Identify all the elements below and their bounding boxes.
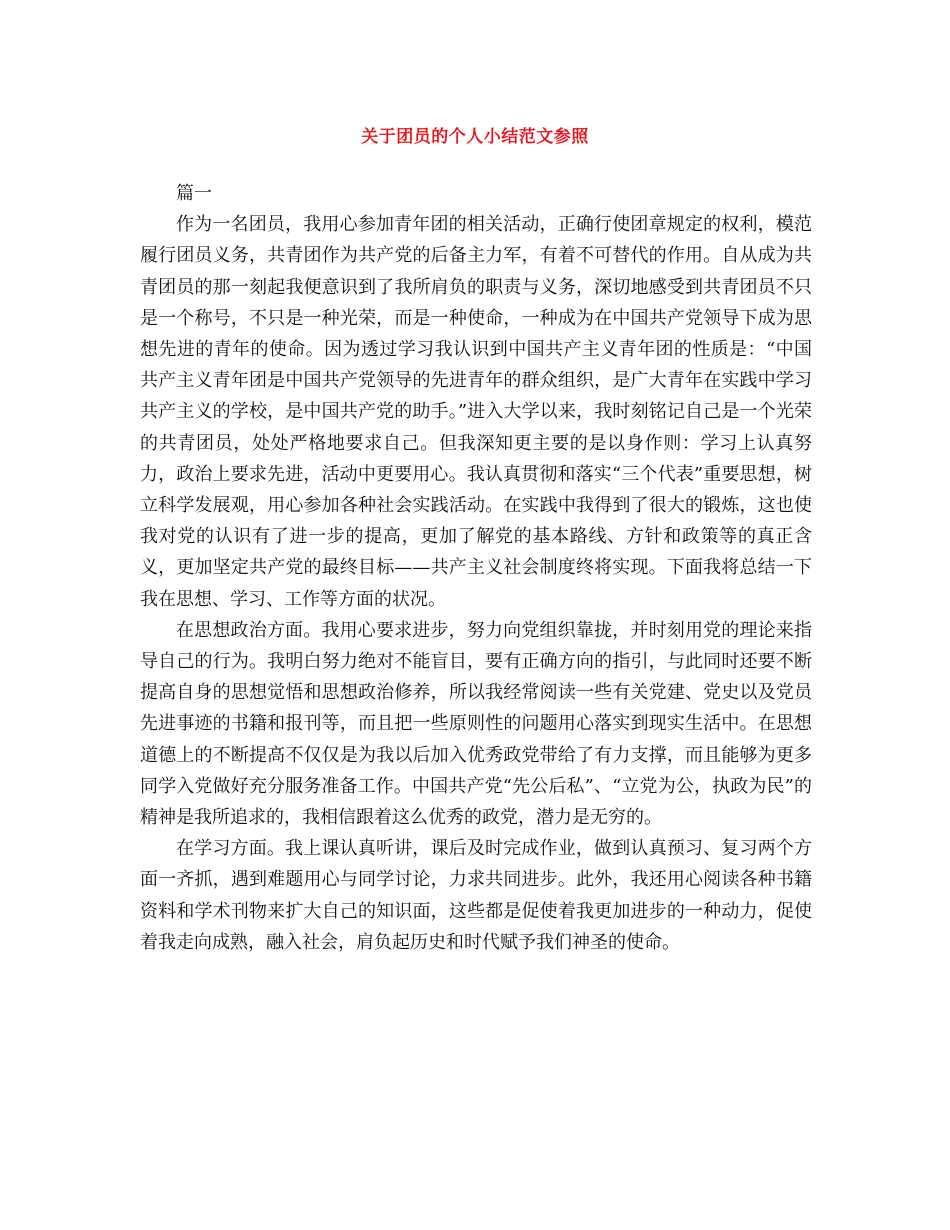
- section-label: 篇一: [176, 183, 212, 204]
- paragraph-ideology: 在思想政治方面。我用心要求进步，努力向党组织靠拢，并时刻用党的理论来指导自己的行为。我明白努力绝对不能盲目，要有正确方向的指引，与此同时还要不断提高自身的思想觉悟和思想政治修养，所以我经常阅读一些有关党建、党史以及党员先进事迹的书籍和报刊等，而且把一些原则性的问题用心落实到现实生活中。在思想道德上的不断提高不仅仅是为我以后加入优秀政党带给了有力支撑，而且能够为更多同学入党做好充分服务准备工作。中国共产党“先公后私”、“立党为公，执政为民”的精神是我所追求的，我相信跟着这么优秀的政党，潜力是无穷的。: [140, 619, 812, 829]
- paragraph-intro: 作为一名团员，我用心参加青年团的相关活动，正确行使团章规定的权利，模范履行团员义务，共青团作为共产党的后备主力军，有着不可替代的作用。自从成为共青团员的那一刻起我便意识到了我所肩负的职责与义务，深切地感受到共青团员不只是一个称号，不只是一种光荣，而是一种使命，一种成为在中国共产党领导下成为思想先进的青年的使命。因为透过学习我认识到中国共产主义青年团的性质是：“中国共产主义青年团是中国共产党领导的先进青年的群众组织，是广大青年在实践中学习共产主义的学校，是中国共产党的助手。”进入大学以来，我时刻铭记自己是一个光荣的共青团员，处处严格地要求自己。但我深知更主要的是以身作则：学习上认真努力，政治上要求先进，活动中更要用心。我认真贯彻和落实“三个代表”重要思想，树立科学发展观，用心参加各种社会实践活动。在实践中我得到了很大的锻炼，这也使我对党的认识有了进一步的提高，更加了解党的基本路线、方针和政策等的真正含义，更加坚定共产党的最终目标——共产主义社会制度终将实现。下面我将总结一下我在思想、学习、工作等方面的状况。: [140, 214, 812, 610]
- paragraph-study: 在学习方面。我上课认真听讲，课后及时完成作业，做到认真预习、复习两个方面一齐抓，遇到难题用心与同学讨论，力求共同进步。此外，我还用心阅读各种书籍资料和学术刊物来扩大自己的知识面，这些都是促使着我更加进步的一种动力，促使着我走向成熟，融入社会，肩负起历史和时代赋予我们神圣的使命。: [140, 838, 812, 953]
- document-body: [140, 178, 812, 958]
- document-title: 关于团员的个人小结范文参照: [361, 127, 589, 147]
